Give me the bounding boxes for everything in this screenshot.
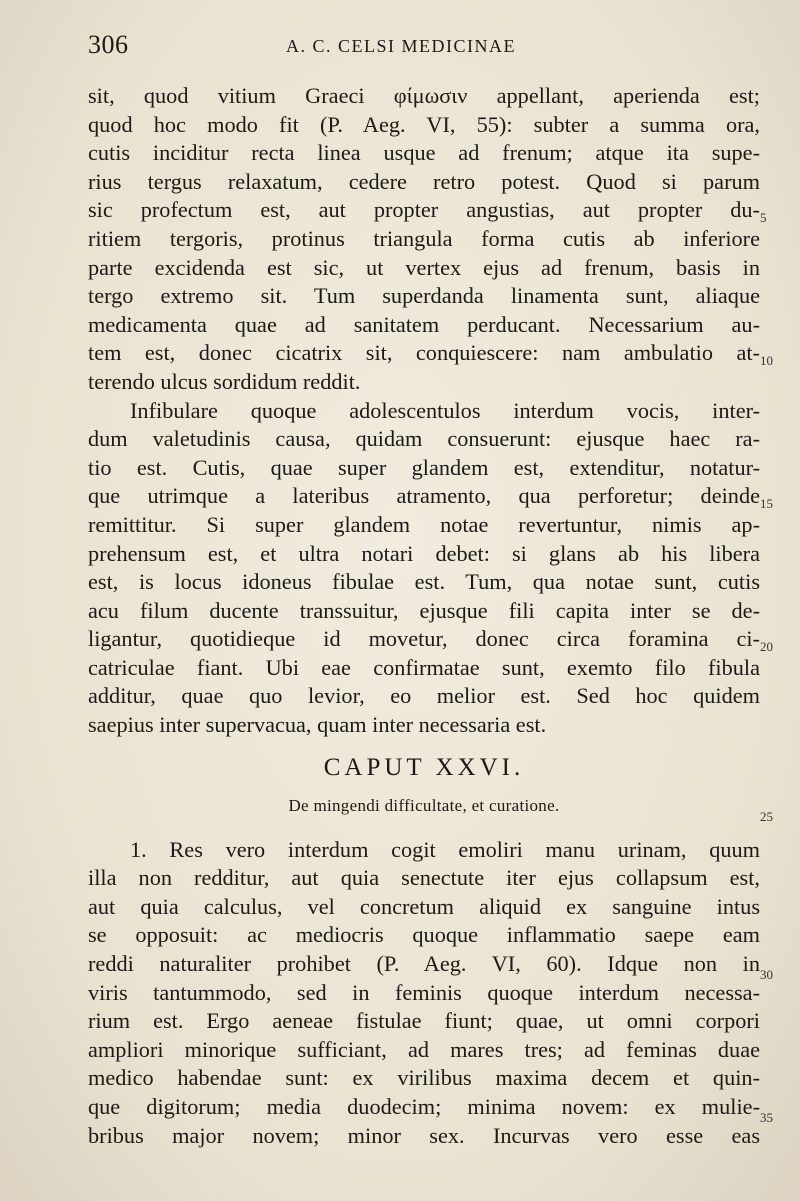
text-line: acu filum ducente transsuitur, ejusque fili capita inter se de- bbox=[88, 597, 760, 623]
chapter-subtitle: De mingendi difficultate, et curatione. bbox=[288, 795, 560, 815]
text-line: Infibulare quoque adolescentulos interdum vocis, inter- bbox=[130, 397, 760, 423]
text-line: tem est, donec cicatrix sit, conquiescere: nam ambulatio at- bbox=[88, 340, 760, 366]
text-line: cutis inciditur recta linea usque ad frenum; atque ita supe- bbox=[88, 140, 760, 166]
text-line: tergo extremo sit. Tum superdanda linamenta sunt, aliaque bbox=[88, 283, 760, 309]
text-line: que digitorum; media duodecim; minima novem: ex mulie- bbox=[88, 1094, 760, 1119]
text-line: prehensum est, et ultra notari debet: si glans ab his libera bbox=[88, 540, 760, 566]
line-number-margin: 10 bbox=[760, 353, 773, 368]
text-line: aut quia calculus, vel concretum aliquid ex sanguine intus bbox=[88, 893, 760, 919]
text-line: bribus major novem; minor sex. Incurvas vero esse eas bbox=[88, 1122, 760, 1148]
text-line: remittitur. Si super glandem notae revertuntur, nimis ap- bbox=[88, 511, 760, 537]
text-line: dum valetudinis causa, quidam consuerunt: ejusque haec ra- bbox=[88, 426, 760, 452]
text-line: viris tantummodo, sed in feminis quoque interdum necessa- bbox=[88, 979, 760, 1005]
line-number-margin: 15 bbox=[760, 496, 773, 511]
text-body bbox=[88, 82, 760, 1150]
page-header bbox=[88, 30, 760, 62]
chapter-title: CAPUT XXVI. bbox=[323, 753, 525, 781]
text-line: medico habendae sunt: ex virilibus maxima decem et quin- bbox=[88, 1065, 760, 1091]
line-number-margin: 30 bbox=[760, 967, 773, 982]
text-line: que utrimque a lateribus atramento, qua perforetur; deinde bbox=[88, 483, 760, 509]
text-line: quod hoc modo fit (P. Aeg. VI, 55): subter a summa ora, bbox=[88, 111, 760, 137]
text-line: terendo ulcus sordidum reddit. bbox=[88, 368, 361, 394]
line-number-margin: 5 bbox=[760, 210, 767, 225]
line-number-margin: 20 bbox=[760, 639, 773, 654]
text-line: ritiem tergoris, protinus triangula forma cutis ab inferiore bbox=[88, 225, 760, 251]
text-line: rius tergus relaxatum, cedere retro potest. Quod si parum bbox=[88, 168, 760, 194]
text-line: 1. Res vero interdum cogit emoliri manu urinam, quum bbox=[130, 836, 760, 862]
text-line: illa non redditur, aut quia senectute iter ejus collapsum est, bbox=[88, 865, 760, 891]
text-line: se opposuit: ac mediocris quoque inflammatio saepe eam bbox=[88, 922, 760, 948]
text-line: ligantur, quotidieque id movetur, donec circa foramina ci- bbox=[88, 626, 760, 652]
text-line: catriculae fiant. Ubi eae confirmatae sunt, exemto filo fibula bbox=[88, 654, 760, 680]
text-line: reddi naturaliter prohibet (P. Aeg. VI, 60). Idque non in bbox=[88, 951, 760, 977]
page-number: 306 bbox=[88, 30, 129, 59]
text-line: medicamenta quae ad sanitatem perducant. Necessarium au- bbox=[88, 311, 760, 337]
text-line: sit, quod vitium Graeci φίμωσιν appellant, aperienda est; bbox=[88, 83, 760, 108]
text-line: ampliori minorique sufficiant, ad mares tres; ad feminas duae bbox=[88, 1036, 760, 1062]
line-number-margin: 35 bbox=[760, 1110, 773, 1125]
text-line: sic profectum est, aut propter angustias, aut propter du- bbox=[88, 197, 760, 223]
text-line: tio est. Cutis, quae super glandem est, extenditur, notatur- bbox=[88, 454, 760, 480]
text-line: parte excidenda est sic, ut vertex ejus ad frenum, basis in bbox=[88, 254, 760, 280]
line-number-margin: 25 bbox=[760, 809, 773, 824]
text-line: est, is locus idoneus fibulae est. Tum, qua notae sunt, cutis bbox=[88, 569, 760, 595]
text-line: rium est. Ergo aeneae fistulae fiunt; quae, ut omni corpori bbox=[88, 1008, 760, 1034]
text-line: additur, quae quo levior, eo melior est. Sed hoc quidem bbox=[88, 683, 760, 709]
text-line: saepius inter supervacua, quam inter necessaria est. bbox=[88, 712, 547, 738]
running-head: A. C. CELSI MEDICINAE bbox=[286, 36, 516, 56]
